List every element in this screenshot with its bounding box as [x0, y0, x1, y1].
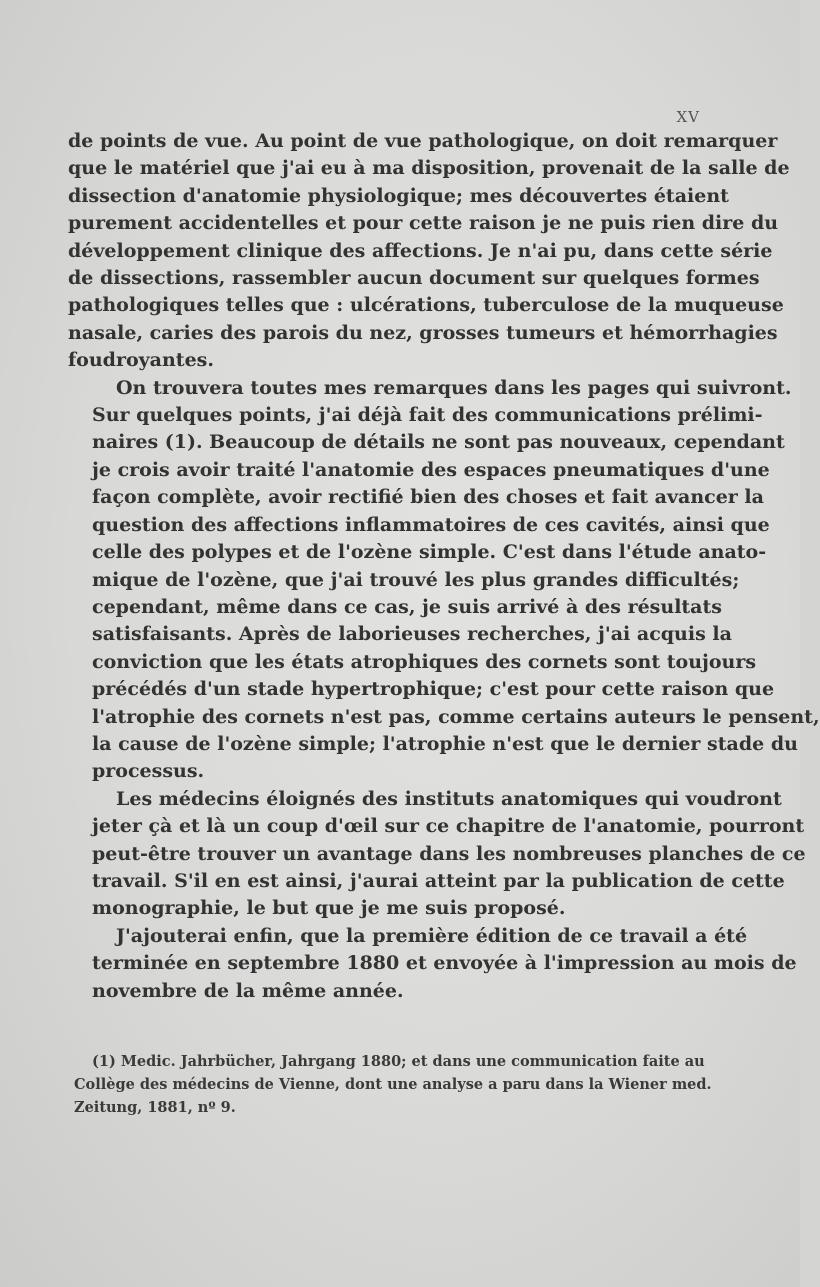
text-line: précédés d'un stade hypertrophique; c'est pour cette raison que: [92, 678, 775, 701]
text-line: nasale, caries des parois du nez, grosses tumeurs et hémorrhagies: [68, 321, 778, 344]
text-line: développement clinique des affections. Je n'ai pu, dans cette série: [68, 239, 773, 262]
text-line: foudroyantes.: [68, 349, 214, 372]
text-line: l'atrophie des cornets n'est pas, comme certains auteurs le pensent,: [92, 705, 820, 728]
text-line: purement accidentelles et pour cette raison je ne puis rien dire du: [68, 212, 779, 235]
text-line: J'ajouterai enfin, que la première édition de ce travail a été: [116, 924, 748, 947]
text-line: novembre de la même année.: [92, 979, 404, 1002]
text-line: de dissections, rassembler aucun document sur quelques formes: [68, 267, 760, 290]
text-line: Les médecins éloignés des instituts anatomiques qui voudront: [116, 787, 782, 810]
text-line: celle des polypes et de l'ozène simple. C'est dans l'étude anato-: [92, 541, 767, 564]
paragraph-4: [68, 923, 797, 1005]
page-number: XV: [676, 108, 700, 126]
text-line: question des affections inflammatoires de ces cavités, ainsi que: [92, 513, 770, 536]
text-line: jeter çà et là un coup d'œil sur ce chapitre de l'anatomie, pourront: [92, 815, 805, 838]
text-line: naires (1). Beaucoup de détails ne sont pas nouveaux, cependant: [92, 431, 785, 454]
text-line: je crois avoir traité l'anatomie des espaces pneumatiques d'une: [92, 458, 770, 481]
paragraph-2: [68, 375, 820, 786]
paragraph-1: [68, 128, 790, 375]
text-line: cependant, même dans ce cas, je suis arrivé à des résultats: [92, 595, 722, 618]
text-line: Sur quelques points, j'ai déjà fait des communications prélimi-: [92, 404, 763, 427]
text-line: de points de vue. Au point de vue pathologique, on doit remarquer: [68, 130, 778, 152]
text-line: pathologiques telles que : ulcérations, tuberculose de la muqueuse: [68, 294, 784, 317]
footnote-line: (1) Medic. Jahrbücher, Jahrgang 1880; et dans une communication faite au: [92, 1053, 705, 1070]
text-line: que le matériel que j'ai eu à ma disposition, provenait de la salle de: [68, 157, 790, 180]
paragraph-3: [68, 786, 806, 923]
text-line: processus.: [92, 760, 205, 783]
text-line: monographie, le but que je me suis proposé.: [92, 897, 566, 920]
text-line: peut-être trouver un avantage dans les nombreuses planches de ce: [92, 842, 806, 865]
footnote-line: Collège des médecins de Vienne, dont une analyse a paru dans la Wiener med.: [74, 1076, 712, 1093]
text-line: satisfaisants. Après de laborieuses recherches, j'ai acquis la: [92, 623, 732, 646]
body-text: [68, 128, 820, 1005]
text-line: dissection d'anatomie physiologique; mes découvertes étaient: [68, 184, 729, 207]
footnote: [74, 1050, 712, 1119]
footnote-line: Zeitung, 1881, nº 9.: [74, 1099, 236, 1116]
text-line: conviction que les états atrophiques des cornets sont toujours: [92, 650, 757, 673]
text-line: On trouvera toutes mes remarques dans les pages qui suivront.: [116, 376, 792, 399]
text-line: la cause de l'ozène simple; l'atrophie n'est que le dernier stade du: [92, 732, 798, 755]
text-line: terminée en septembre 1880 et envoyée à l'impression au mois de: [92, 952, 797, 975]
text-line: mique de l'ozène, que j'ai trouvé les plus grandes difficultés;: [92, 568, 740, 591]
text-line: travail. S'il en est ainsi, j'aurai atteint par la publication de cette: [92, 869, 785, 892]
text-line: façon complète, avoir rectifié bien des choses et fait avancer la: [92, 486, 764, 509]
